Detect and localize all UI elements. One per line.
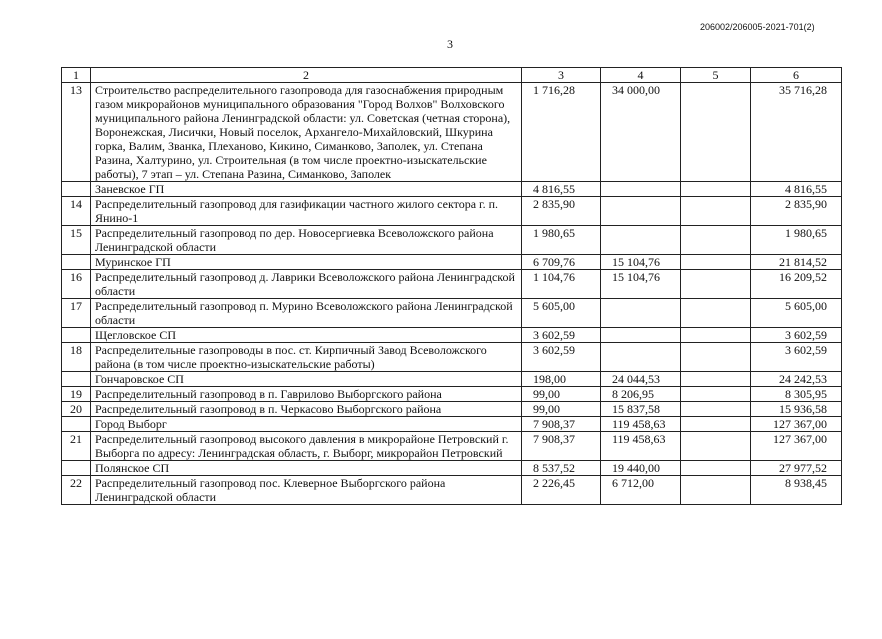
table-cell-c4	[601, 197, 681, 226]
table-cell-c6: 3 602,59	[751, 343, 842, 372]
table-body	[62, 83, 842, 505]
table-cell-c6: 1 980,65	[751, 226, 842, 255]
table-cell-c4	[601, 328, 681, 343]
table-cell-no: 20	[62, 402, 91, 417]
table-cell-c6: 127 367,00	[751, 417, 842, 432]
table-cell-c5	[681, 328, 751, 343]
table-cell-c5	[681, 255, 751, 270]
table-cell-c3: 1 716,28	[522, 83, 601, 182]
table-cell-c6: 27 977,52	[751, 461, 842, 476]
table-cell-no: 17	[62, 299, 91, 328]
table-cell-no: 13	[62, 83, 91, 182]
table-cell-c4: 119 458,63	[601, 432, 681, 461]
table-cell-c5	[681, 197, 751, 226]
table-cell-c4: 15 837,58	[601, 402, 681, 417]
table-cell-c3: 4 816,55	[522, 182, 601, 197]
table-cell-c5	[681, 402, 751, 417]
table-cell-c3: 1 104,76	[522, 270, 601, 299]
column-header: 1	[62, 68, 91, 83]
table-cell-no	[62, 182, 91, 197]
table-cell-name: Распределительный газопровод п. Мурино Всеволожского района Ленинградской области	[91, 299, 522, 328]
table-cell-c4: 15 104,76	[601, 255, 681, 270]
table-cell-c6: 8 938,45	[751, 476, 842, 505]
table-row	[62, 299, 842, 328]
document-number: 206002/206005-2021-701(2)	[700, 22, 815, 32]
table-row	[62, 328, 842, 343]
table-cell-name: Распределительный газопровод в п. Черкасово Выборгского района	[91, 402, 522, 417]
table-row	[62, 197, 842, 226]
table-cell-name: Распределительный газопровод пос. Клеверное Выборгского района Ленинградской области	[91, 476, 522, 505]
column-header: 2	[91, 68, 522, 83]
table-cell-c4	[601, 182, 681, 197]
table-cell-c3: 7 908,37	[522, 417, 601, 432]
table-cell-name: Распределительный газопровод по дер. Новосергиевка Всеволожского района Ленинградской области	[91, 226, 522, 255]
table-row	[62, 387, 842, 402]
table-row	[62, 343, 842, 372]
table-row	[62, 417, 842, 432]
table-cell-c3: 3 602,59	[522, 343, 601, 372]
table-cell-no: 16	[62, 270, 91, 299]
table-cell-c4: 19 440,00	[601, 461, 681, 476]
table-row	[62, 432, 842, 461]
column-header: 4	[601, 68, 681, 83]
table-cell-name: Строительство распределительного газопровода для газоснабжения природным газом микрорайонов муниципального образования "Город Волхов" Волховского муниципального района Ленинградской области: ул. Советская (четная сторона), Воронежская, Лисички, Новый поселок, Архангело-Михайловский, Шкурина горка, Валим, Званка, Плеханово, Кикино, Симанково, Заполек, ул. Степана Разина, Халтурино, ул. Строительная (в том числе проектно-изыскательские работы), 7 этап – ул. Степана Разина, Симанково, Заполек	[91, 83, 522, 182]
table-cell-c5	[681, 387, 751, 402]
table-row	[62, 255, 842, 270]
table-cell-no: 21	[62, 432, 91, 461]
table-cell-c4	[601, 343, 681, 372]
table-cell-c3: 8 537,52	[522, 461, 601, 476]
table-cell-name: Распределительный газопровод в п. Гаврилово Выборгского района	[91, 387, 522, 402]
table-cell-c5	[681, 83, 751, 182]
table-cell-c5	[681, 372, 751, 387]
table-row	[62, 372, 842, 387]
table-cell-c5	[681, 432, 751, 461]
column-header: 5	[681, 68, 751, 83]
table-cell-c6: 24 242,53	[751, 372, 842, 387]
table-cell-c3: 198,00	[522, 372, 601, 387]
table-row	[62, 461, 842, 476]
table-cell-c4	[601, 226, 681, 255]
table-cell-c6: 5 605,00	[751, 299, 842, 328]
table-cell-name: Муринское ГП	[91, 255, 522, 270]
table-cell-c4: 34 000,00	[601, 83, 681, 182]
table-cell-c3: 99,00	[522, 402, 601, 417]
table-cell-name: Распределительные газопроводы в пос. ст. Кирпичный Завод Всеволожского района (в том числе проектно-изыскательские работы)	[91, 343, 522, 372]
table-row	[62, 270, 842, 299]
table-cell-c6: 15 936,58	[751, 402, 842, 417]
table-cell-c6: 3 602,59	[751, 328, 842, 343]
table-cell-c3: 2 226,45	[522, 476, 601, 505]
table-cell-c5	[681, 270, 751, 299]
table-cell-no	[62, 417, 91, 432]
table-cell-c3: 7 908,37	[522, 432, 601, 461]
table-cell-name: Щегловское СП	[91, 328, 522, 343]
budget-table	[61, 67, 842, 505]
table-cell-name: Полянское СП	[91, 461, 522, 476]
table-cell-no	[62, 255, 91, 270]
table-cell-c5	[681, 476, 751, 505]
table-cell-name: Распределительный газопровод для газификации частного жилого сектора г. п. Янино-1	[91, 197, 522, 226]
page-number: 3	[447, 37, 453, 51]
table-cell-c5	[681, 299, 751, 328]
table-cell-name: Распределительный газопровод д. Лаврики Всеволожского района Ленинградской области	[91, 270, 522, 299]
table-cell-c3: 1 980,65	[522, 226, 601, 255]
table-cell-c5	[681, 417, 751, 432]
table-row	[62, 402, 842, 417]
table-cell-c5	[681, 182, 751, 197]
table-cell-c6: 21 814,52	[751, 255, 842, 270]
table-row	[62, 182, 842, 197]
table-cell-c5	[681, 343, 751, 372]
table-cell-name: Город Выборг	[91, 417, 522, 432]
table-cell-no	[62, 372, 91, 387]
table-cell-c6: 2 835,90	[751, 197, 842, 226]
column-header: 3	[522, 68, 601, 83]
table-cell-c6: 16 209,52	[751, 270, 842, 299]
table-cell-c6: 4 816,55	[751, 182, 842, 197]
table-cell-c4: 24 044,53	[601, 372, 681, 387]
table-row	[62, 226, 842, 255]
table-cell-c3: 99,00	[522, 387, 601, 402]
table-row	[62, 476, 842, 505]
table-cell-c3: 6 709,76	[522, 255, 601, 270]
table-cell-name: Гончаровское СП	[91, 372, 522, 387]
table-row	[62, 83, 842, 182]
table-cell-c4: 6 712,00	[601, 476, 681, 505]
table-cell-no: 18	[62, 343, 91, 372]
table-cell-no: 22	[62, 476, 91, 505]
table-cell-c6: 127 367,00	[751, 432, 842, 461]
table-header-row	[62, 68, 842, 83]
table-cell-c3: 2 835,90	[522, 197, 601, 226]
table-cell-c5	[681, 461, 751, 476]
table-cell-c3: 3 602,59	[522, 328, 601, 343]
table-cell-c4: 8 206,95	[601, 387, 681, 402]
table-cell-no: 19	[62, 387, 91, 402]
table-cell-c4: 119 458,63	[601, 417, 681, 432]
table-cell-no: 14	[62, 197, 91, 226]
column-header: 6	[751, 68, 842, 83]
table-cell-name: Распределительный газопровод высокого давления в микрорайоне Петровский г. Выборга по адресу: Ленинградская область, г. Выборг, микрорайон Петровский	[91, 432, 522, 461]
table-cell-c4: 15 104,76	[601, 270, 681, 299]
table-cell-c6: 8 305,95	[751, 387, 842, 402]
table-cell-c3: 5 605,00	[522, 299, 601, 328]
table-cell-c4	[601, 299, 681, 328]
table-cell-no: 15	[62, 226, 91, 255]
table-cell-name: Заневское ГП	[91, 182, 522, 197]
table-cell-c6: 35 716,28	[751, 83, 842, 182]
table-cell-c5	[681, 226, 751, 255]
table-cell-no	[62, 328, 91, 343]
table-cell-no	[62, 461, 91, 476]
